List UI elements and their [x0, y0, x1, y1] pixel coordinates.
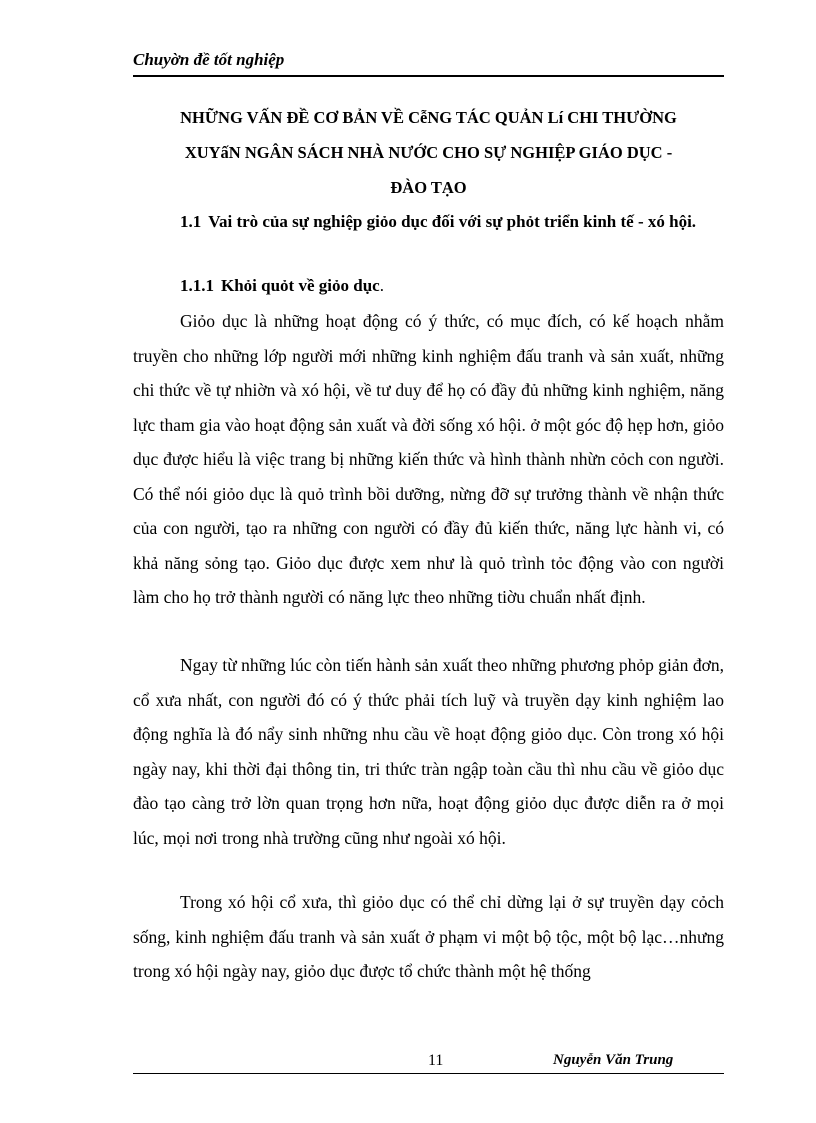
paragraph-2: Ngay từ những lúc còn tiến hành sản xuất theo những phương phỏp giản đơn, cổ xưa nhất, con người đó có ý thức phải tích luỹ và truyền dạy kinh nghiệm lao động nghĩa là đó nẩy sinh những nhu cầu về hoạt động giỏo dục. Còn trong xó hội ngày nay, khi thời đại thông tin, tri thức tràn ngập toàn cầu thì nhu cầu về giỏo dục đào tạo càng trở lờn quan trọng hơn nữa, hoạt động giỏo dục được diễn ra ở mọi lúc, mọi nơi trong nhà trường cũng như ngoài xó hội.	[133, 655, 724, 848]
footer-author: Nguyễn Văn Trung	[553, 1052, 674, 1068]
section-number: 1.1	[180, 212, 202, 231]
section-heading-1-1-1	[133, 270, 724, 302]
section-number: 1.1.1	[180, 276, 214, 295]
section-heading-text: Khỏi quỏt về giỏo dục	[221, 276, 380, 295]
header-rule	[133, 75, 724, 77]
section-heading-text: Vai trò của sự nghiệp giỏo dục đối với sự phỏt triển kinh tế - xó hội.	[208, 212, 697, 231]
chapter-title-line-2: XUYấN NGÂN SÁCH NHÀ NƯỚC CHO SỰ NGHIỆP GIÁO DỤC -	[184, 143, 673, 162]
page-number: 11	[428, 1052, 444, 1069]
chapter-title-line-3: ĐÀO TẠO	[390, 178, 467, 197]
paragraph-1: Giỏo dục là những hoạt động có ý thức, có mục đích, có kế hoạch nhằm truyền cho những lớp người mới những kinh nghiệm đấu tranh và sản xuất, những chi thức về tự nhiờn và xó hội, về tư duy để họ có đầy đủ những kinh nghiệm, năng lực tham gia vào hoạt động sản xuất và đời sống xó hội. ở một góc độ hẹp hơn, giỏo dục được hiểu là việc trang bị những kiến thức và hình thành nhừn cỏch con người. Có thể nói giỏo dục là quỏ trình bồi dưỡng, nừng đỡ sự trưởng thành về nhận thức của con người, tạo ra những con người có đầy đủ kiến thức, năng lực hành vi, có khả năng sỏng tạo. Giỏo dục được xem như là quỏ trình tỏc động vào con người làm cho họ trở thành người có năng lực theo những tiờu chuẩn nhất định.	[133, 311, 724, 607]
footer-rule	[133, 1073, 724, 1074]
section-heading-period: .	[379, 276, 384, 295]
chapter-title-line-1: NHỮNG VẤN ĐỀ CƠ BẢN VỀ CễNG TÁC QUẢN Lí CHI THƯỜNG	[180, 108, 677, 127]
section-heading-1-1	[133, 206, 724, 238]
paragraph-3: Trong xó hội cổ xưa, thì giỏo dục có thể chỉ dừng lại ở sự truyền dạy cỏch sống, kinh nghiệm đấu tranh và sản xuất ở phạm vi một bộ tộc, một bộ lạc…nhưng trong xó hội ngày nay, giỏo dục được tổ chức thành một hệ thống	[133, 892, 724, 981]
chapter-title	[133, 100, 724, 205]
running-header: Chuyờn đề tốt nghiệp	[133, 50, 285, 69]
